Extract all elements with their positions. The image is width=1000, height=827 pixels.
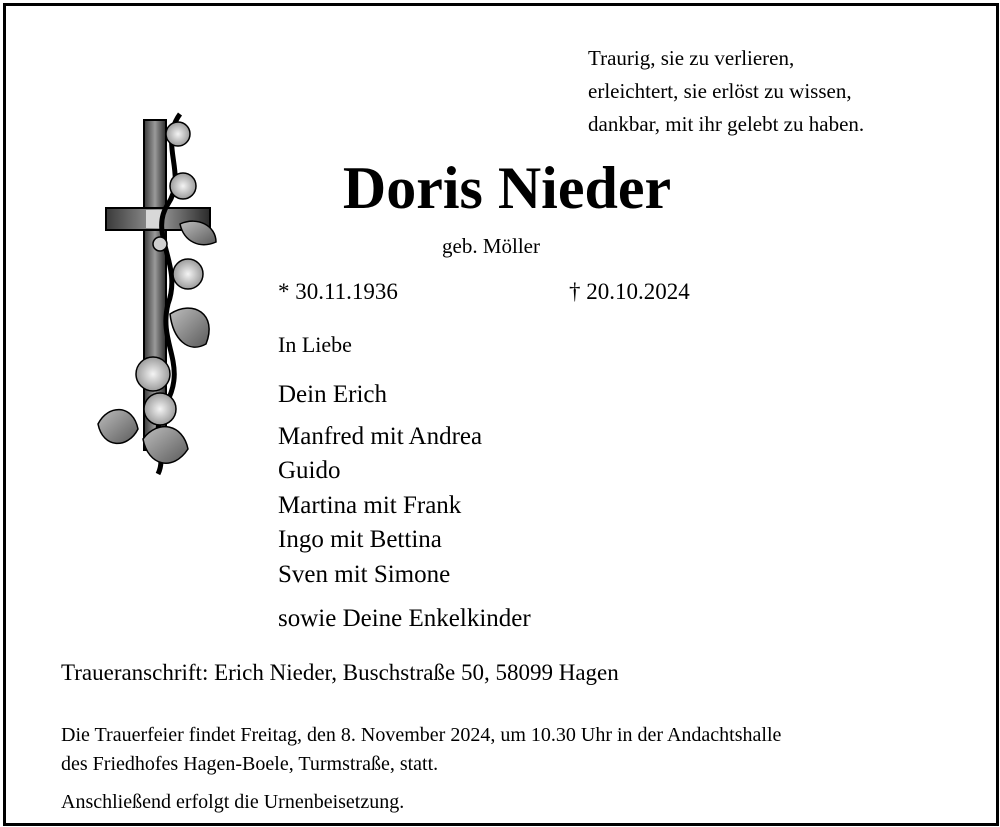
birth-date: * 30.11.1936 bbox=[278, 279, 398, 304]
service-details bbox=[61, 721, 781, 779]
death-date: † 20.10.2024 bbox=[569, 279, 690, 304]
mourner-name: sowie Deine Enkelkinder bbox=[278, 605, 531, 632]
service-line: des Friedhofes Hagen-Boele, Turmstraße, statt. bbox=[61, 753, 439, 775]
obituary-notice bbox=[3, 3, 999, 826]
motto-line: dankbar, mit ihr gelebt zu haben. bbox=[588, 112, 865, 136]
mourner-name: Manfred mit Andrea bbox=[278, 422, 483, 450]
mourning-address: Traueranschrift: Erich Nieder, Buschstraße 50, 58099 Hagen bbox=[61, 660, 619, 685]
mourner-name: Dein Erich bbox=[278, 381, 387, 408]
mourners-intro: In Liebe bbox=[278, 332, 352, 357]
deceased-name: Doris Nieder bbox=[342, 155, 672, 221]
mourners-list bbox=[278, 378, 531, 637]
urn-burial-note: Anschließend erfolgt die Urnenbeisetzung. bbox=[61, 791, 405, 813]
mourner-name: Ingo mit Bettina bbox=[278, 526, 442, 553]
service-line: Die Trauerfeier findet Freitag, den 8. November 2024, um 10.30 Uhr in der Andachtshalle bbox=[61, 724, 782, 746]
motto bbox=[588, 42, 864, 141]
mourner-name: Guido bbox=[278, 457, 341, 484]
mourner-name: Sven mit Simone bbox=[278, 560, 451, 588]
maiden-name: geb. Möller bbox=[442, 234, 540, 258]
mourner-name: Martina mit Frank bbox=[278, 491, 462, 519]
motto-line: erleichtert, sie erlöst zu wissen, bbox=[588, 79, 852, 103]
motto-line: Traurig, sie zu verlieren, bbox=[588, 46, 795, 70]
